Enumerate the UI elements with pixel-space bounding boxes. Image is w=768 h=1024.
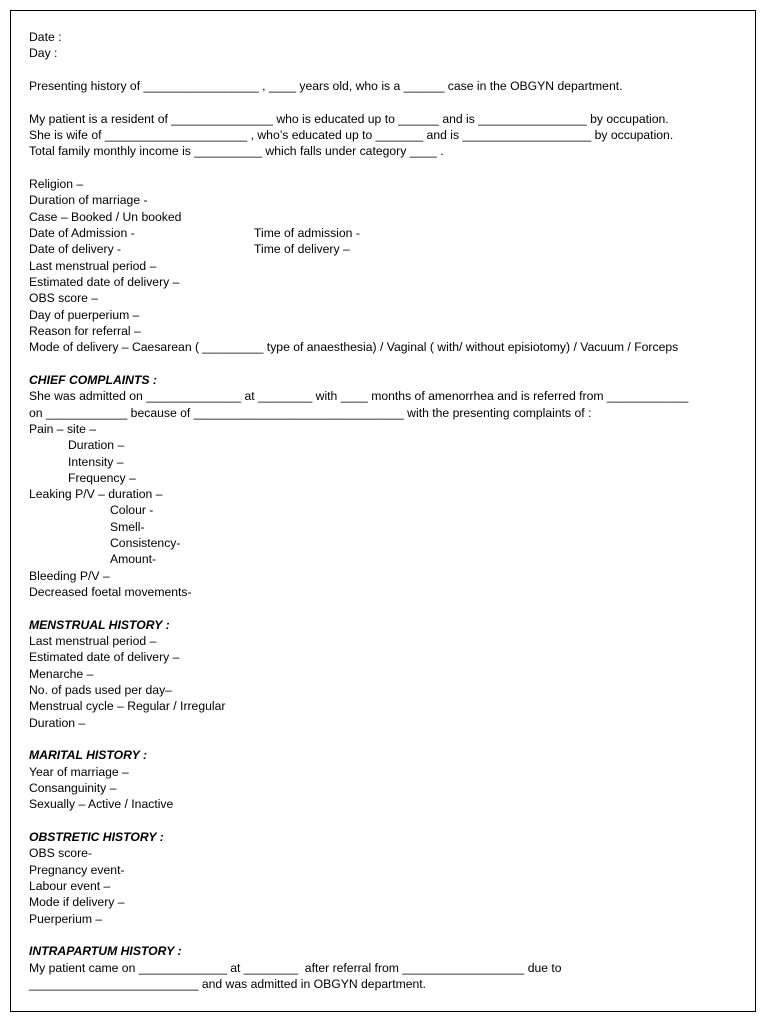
menstrual-lmp-label: Last menstrual period –	[29, 634, 157, 648]
pregnancy-event-label: Pregnancy event-	[29, 863, 125, 877]
pads-label: No. of pads used per day–	[29, 683, 172, 697]
delivery-date-label: Date of delivery -	[29, 242, 122, 256]
leaking-smell-label: Smell-	[110, 520, 145, 534]
leaking-label: Leaking P/V – duration –	[29, 487, 163, 501]
pain-intensity-label: Intensity –	[68, 455, 124, 469]
intrapartum-history-heading: INTRAPARTUM HISTORY :	[29, 944, 182, 958]
obstetric-history-heading: OBSTRETIC HISTORY :	[29, 830, 164, 844]
marital-history-heading: MARITAL HISTORY :	[29, 748, 148, 762]
wife-line: She is wife of _____________________ , who’s educated up to _______ and is ___________________ by occupation.	[29, 128, 674, 142]
lmp-label: Last menstrual period –	[29, 259, 157, 273]
consanguinity-label: Consanguinity –	[29, 781, 117, 795]
chief-line-1: She was admitted on ______________ at ________ with ____ months of amenorrhea and is referred from ____________	[29, 389, 689, 403]
menstrual-history-heading: MENSTRUAL HISTORY :	[29, 618, 170, 632]
edd-label: Estimated date of delivery –	[29, 275, 180, 289]
menstrual-edd-label: Estimated date of delivery –	[29, 650, 180, 664]
admission-time-label: Time of admission -	[254, 226, 360, 240]
leaking-colour-label: Colour -	[110, 503, 154, 517]
obs-score-label: OBS score –	[29, 291, 99, 305]
leaking-consistency-label: Consistency-	[110, 536, 181, 550]
leaking-amount-label: Amount-	[110, 552, 157, 566]
pain-duration-label: Duration –	[68, 438, 125, 452]
intrapartum-line-2: _________________________ and was admitted in OBGYN department.	[29, 977, 427, 991]
menstrual-cycle-label: Menstrual cycle – Regular / Irregular	[29, 699, 226, 713]
puerperium-day-label: Day of puerperium –	[29, 308, 140, 322]
delivery-time-label: Time of delivery –	[254, 242, 350, 256]
date-label: Date :	[29, 30, 62, 44]
obstetric-obs-score-label: OBS score-	[29, 846, 92, 860]
chief-complaints-heading: CHIEF COMPLAINTS :	[29, 373, 157, 387]
delivery-mode-label: Mode of delivery – Caesarean ( _________ type of anaesthesia) / Vaginal ( with/ without episiotomy) / Vacuum / Forceps	[29, 340, 679, 354]
referral-reason-label: Reason for referral –	[29, 324, 141, 338]
delivery-mode-history-label: Mode if delivery –	[29, 895, 125, 909]
pain-frequency-label: Frequency –	[68, 471, 136, 485]
marriage-year-label: Year of marriage –	[29, 765, 129, 779]
menarche-label: Menarche –	[29, 667, 94, 681]
income-line: Total family monthly income is __________ which falls under category ____ .	[29, 144, 444, 158]
day-label: Day :	[29, 46, 58, 60]
form-page	[10, 10, 756, 1012]
chief-line-2: on ____________ because of _______________________________ with the presenting complaints of :	[29, 406, 592, 420]
resident-line: My patient is a resident of _______________ who is educated up to ______ and is ________________ by occupation.	[29, 112, 669, 126]
labour-event-label: Labour event –	[29, 879, 111, 893]
pain-label: Pain – site –	[29, 422, 97, 436]
intrapartum-line-1: My patient came on _____________ at ________ after referral from __________________ due to	[29, 961, 562, 975]
presenting-history-line: Presenting history of _________________ , ____ years old, who is a ______ case in the OBGYN department.	[29, 79, 623, 93]
religion-label: Religion –	[29, 177, 84, 191]
menstrual-duration-label: Duration –	[29, 716, 86, 730]
sexually-label: Sexually – Active / Inactive	[29, 797, 174, 811]
foetal-movements-label: Decreased foetal movements-	[29, 585, 192, 599]
admission-date-label: Date of Admission -	[29, 226, 135, 240]
puerperium-label: Puerperium –	[29, 912, 103, 926]
bleeding-label: Bleeding P/V –	[29, 569, 110, 583]
marriage-duration-label: Duration of marriage -	[29, 193, 148, 207]
case-label: Case – Booked / Un booked	[29, 210, 182, 224]
